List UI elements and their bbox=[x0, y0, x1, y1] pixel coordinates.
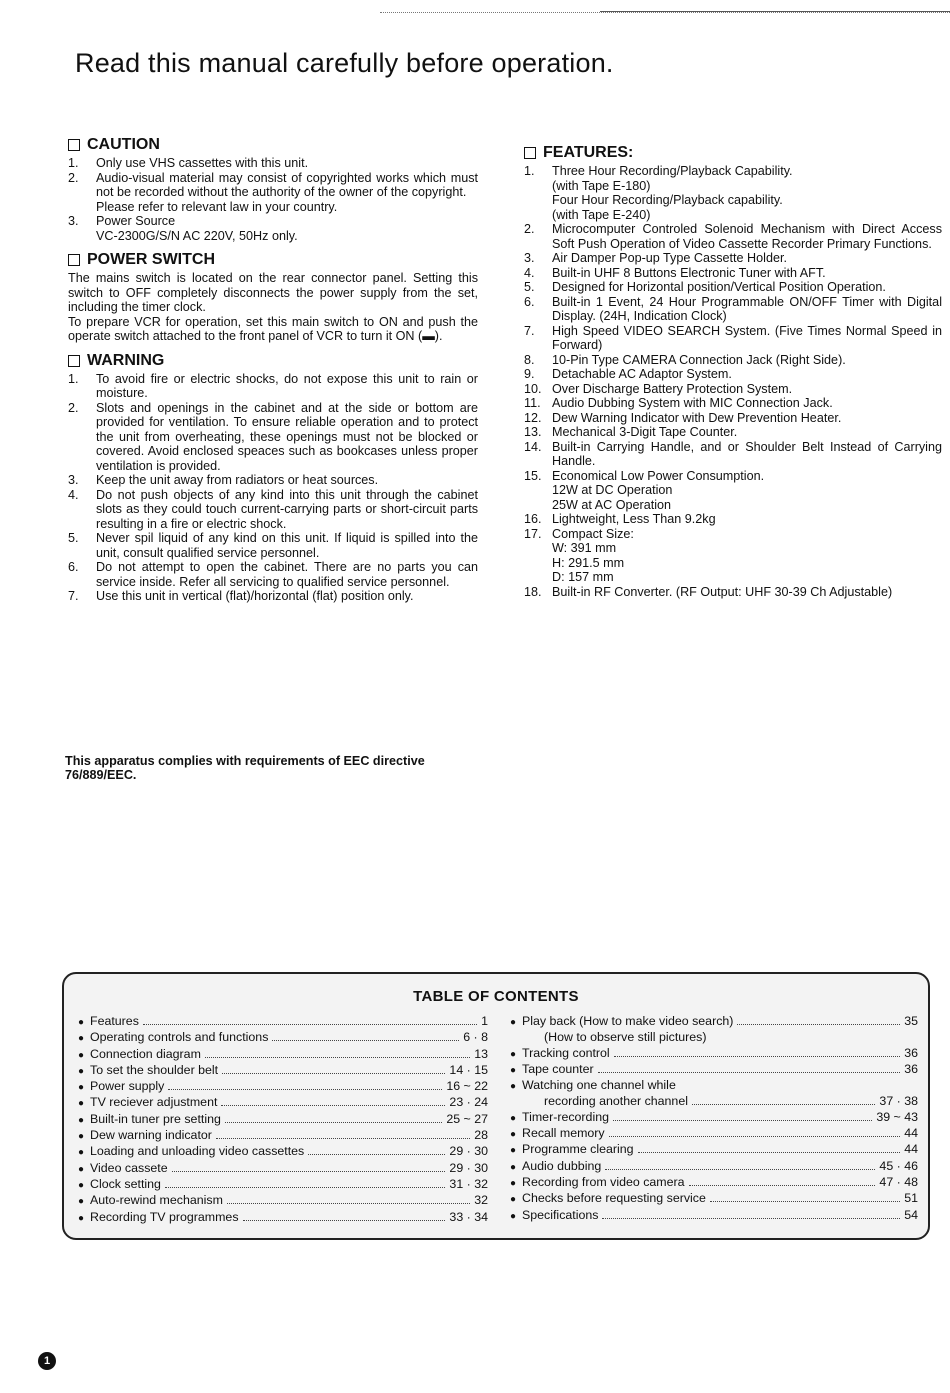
feature-item-text bbox=[552, 527, 942, 585]
list-item bbox=[524, 382, 942, 397]
feature-item-number: 11. bbox=[524, 396, 541, 410]
toc-entry bbox=[78, 1014, 488, 1030]
warning-item-text: To avoid fire or electric shocks, do not expose this unit to rain or moisture. bbox=[96, 371, 478, 400]
checkbox-square-icon bbox=[524, 147, 536, 159]
toc-entry bbox=[78, 1063, 488, 1079]
feature-item-line: High Speed VIDEO SEARCH System. (Five Times Normal Speed in Forward) bbox=[552, 323, 942, 352]
feature-item-line: Detachable AC Adaptor System. bbox=[552, 367, 732, 381]
left-column bbox=[68, 136, 478, 612]
toc-entry-label: Power supply bbox=[90, 1079, 165, 1094]
list-item bbox=[68, 156, 478, 171]
toc-entry bbox=[78, 1144, 488, 1160]
bullet-icon: ● bbox=[510, 1048, 517, 1060]
dot-leader bbox=[168, 1089, 442, 1090]
list-item bbox=[524, 411, 942, 426]
list-item bbox=[68, 214, 478, 243]
list-item bbox=[68, 488, 478, 532]
feature-item-text bbox=[552, 222, 942, 251]
toc-entry-label: Video cassete bbox=[90, 1160, 168, 1175]
toc-entry bbox=[78, 1193, 488, 1209]
dot-leader bbox=[222, 1073, 445, 1074]
dot-leader bbox=[614, 1056, 901, 1057]
list-item bbox=[68, 171, 478, 215]
caution-item-number: 1. bbox=[68, 156, 79, 170]
bullet-icon: ● bbox=[510, 1081, 517, 1093]
feature-item-number: 13. bbox=[524, 425, 542, 439]
feature-item-text bbox=[552, 367, 942, 382]
list-item bbox=[68, 473, 478, 488]
feature-item-line: Audio Dubbing System with MIC Connection Jack. bbox=[552, 396, 833, 410]
feature-item-line: (with Tape E-180) bbox=[552, 178, 651, 193]
toc-entry-page: 36 bbox=[904, 1045, 918, 1060]
toc-entry bbox=[78, 1177, 488, 1193]
feature-item-number: 17. bbox=[524, 526, 542, 541]
toc-entry-label: Watching one channel while bbox=[522, 1078, 676, 1093]
toc-entry-page: 23 · 24 bbox=[449, 1095, 488, 1110]
feature-item-text bbox=[552, 251, 942, 266]
toc-entry-label: Tape counter bbox=[522, 1061, 594, 1076]
bullet-icon: ● bbox=[510, 1177, 517, 1189]
power-switch-title bbox=[68, 251, 478, 269]
toc-entry bbox=[510, 1159, 918, 1175]
toc-entry-page: 28 bbox=[474, 1128, 488, 1143]
list-item bbox=[524, 396, 942, 411]
warning-title bbox=[68, 352, 478, 370]
caution-item-line: Audio-visual material may consist of copyrighted works which must not be recorded without the authority of the owner of the copyright. bbox=[96, 170, 478, 199]
page-number-badge: 1 bbox=[38, 1352, 56, 1370]
toc-entry-page: 16 ~ 22 bbox=[446, 1079, 488, 1094]
toc-entry-label: Specifications bbox=[522, 1207, 599, 1222]
feature-item-text bbox=[552, 469, 942, 513]
dot-leader bbox=[602, 1218, 900, 1219]
toc-entry-page: 29 · 30 bbox=[449, 1144, 488, 1159]
feature-item-line: Built-in UHF 8 Buttons Electronic Tuner with AFT. bbox=[552, 265, 826, 280]
toc-entry-label: Recording from video camera bbox=[522, 1174, 685, 1189]
toc-entry bbox=[78, 1210, 488, 1226]
list-item bbox=[524, 585, 942, 600]
feature-item-text bbox=[552, 440, 942, 469]
feature-item-line: D: 157 mm bbox=[552, 570, 614, 584]
toc-entry-label: TV reciever adjustment bbox=[90, 1095, 218, 1110]
bullet-icon: ● bbox=[510, 1064, 517, 1076]
toc-entry-page: 31 · 32 bbox=[449, 1176, 488, 1191]
bullet-icon: ● bbox=[78, 1212, 85, 1224]
caution-item-text bbox=[96, 171, 478, 215]
toc-entry bbox=[510, 1175, 918, 1191]
toc-title: TABLE OF CONTENTS bbox=[413, 988, 579, 1005]
bullet-icon: ● bbox=[78, 1065, 85, 1077]
toc-entry bbox=[510, 1062, 918, 1078]
toc-entry-page: 14 · 15 bbox=[449, 1062, 488, 1077]
toc-entry-label: Clock setting bbox=[90, 1176, 161, 1191]
caution-item-line: Please refer to relevant law in your country. bbox=[96, 199, 338, 214]
bullet-icon: ● bbox=[78, 1131, 85, 1143]
caution-item-line: Only use VHS cassettes with this unit. bbox=[96, 156, 309, 170]
warning-title-text: WARNING bbox=[87, 351, 165, 369]
bullet-icon: ● bbox=[78, 1196, 85, 1208]
list-item bbox=[524, 251, 942, 266]
toc-entry-label: Features bbox=[90, 1014, 139, 1028]
bullet-icon: ● bbox=[78, 1082, 85, 1094]
toc-entry-label: Recall memory bbox=[522, 1126, 605, 1141]
feature-item-line: 10-Pin Type CAMERA Connection Jack (Right Side). bbox=[552, 352, 846, 367]
warning-item-text: Do not push objects of any kind into this unit through the cabinet slots as they could touch current-carrying parts or short-circuit parts resulting in a fire or electric shock. bbox=[96, 487, 478, 531]
bullet-icon: ● bbox=[510, 1017, 517, 1028]
dot-leader bbox=[172, 1171, 446, 1172]
bullet-icon: ● bbox=[510, 1194, 517, 1206]
feature-item-number: 8. bbox=[524, 352, 535, 367]
feature-item-number: 5. bbox=[524, 280, 535, 294]
warning-item-number: 6. bbox=[68, 560, 79, 574]
toc-entry-label: Timer-recording bbox=[522, 1109, 609, 1124]
feature-item-number: 14. bbox=[524, 439, 542, 454]
list-item bbox=[524, 512, 942, 527]
list-item bbox=[524, 425, 942, 440]
feature-item-number: 6. bbox=[524, 294, 535, 309]
feature-item-line: Four Hour Recording/Playback capability. bbox=[552, 193, 783, 207]
feature-item-number: 3. bbox=[524, 251, 535, 265]
table-of-contents bbox=[62, 972, 930, 1240]
warning-item-text: Do not attempt to open the cabinet. There are no parts you can service inside. Refer all servicing to qualified service personnel. bbox=[96, 560, 478, 589]
bullet-icon: ● bbox=[78, 1049, 85, 1061]
bullet-icon: ● bbox=[510, 1161, 517, 1173]
dot-leader bbox=[205, 1057, 470, 1058]
dot-leader bbox=[243, 1220, 446, 1221]
toc-entry-label: Checks before requesting service bbox=[522, 1191, 706, 1206]
toc-entry-label: To set the shoulder belt bbox=[90, 1062, 219, 1077]
dot-leader bbox=[216, 1138, 470, 1139]
bullet-icon: ● bbox=[510, 1129, 517, 1141]
feature-item-number: 7. bbox=[524, 323, 535, 338]
list-item bbox=[524, 469, 942, 513]
toc-entry-page: 45 · 46 bbox=[879, 1158, 918, 1173]
bullet-icon: ● bbox=[510, 1145, 517, 1157]
toc-entry bbox=[510, 1208, 918, 1224]
dot-leader bbox=[225, 1122, 442, 1123]
feature-item-line: Air Damper Pop-up Type Cassette Holder. bbox=[552, 251, 787, 265]
power-switch-title-text: POWER SWITCH bbox=[87, 251, 215, 268]
dot-leader bbox=[692, 1104, 875, 1105]
warning-item-number: 1. bbox=[68, 371, 79, 386]
dot-leader bbox=[638, 1152, 901, 1153]
toc-entry-page: 35 bbox=[904, 1014, 918, 1028]
power-switch-paragraph: To prepare VCR for operation, set this main switch to ON and push the operate switch attached to the front panel of VCR to turn it ON (▬). bbox=[68, 314, 478, 343]
caution-item-text bbox=[96, 156, 478, 171]
bullet-icon: ● bbox=[78, 1033, 85, 1045]
feature-item-number: 12. bbox=[524, 410, 542, 425]
caution-title-text: CAUTION bbox=[87, 136, 160, 153]
toc-entry bbox=[78, 1161, 488, 1177]
toc-entry bbox=[78, 1079, 488, 1095]
power-switch-section bbox=[68, 251, 478, 344]
list-item bbox=[524, 324, 942, 353]
toc-entry-page: 37 · 38 bbox=[879, 1094, 918, 1109]
toc-left-column bbox=[78, 1014, 488, 1226]
caution-item-number: 3. bbox=[68, 214, 79, 228]
bullet-icon: ● bbox=[510, 1210, 517, 1222]
feature-item-text bbox=[552, 164, 942, 222]
list-item bbox=[524, 164, 942, 222]
feature-item-text bbox=[552, 396, 942, 411]
feature-item-number: 16. bbox=[524, 512, 542, 526]
caution-item-line: VC-2300G/S/N AC 220V, 50Hz only. bbox=[96, 228, 298, 243]
bullet-icon: ● bbox=[78, 1114, 85, 1126]
list-item bbox=[524, 527, 942, 585]
caution-item-line: Power Source bbox=[96, 214, 176, 228]
toc-entry bbox=[510, 1126, 918, 1142]
dot-leader bbox=[689, 1185, 876, 1186]
feature-item-text bbox=[552, 585, 942, 600]
dot-leader bbox=[605, 1169, 875, 1170]
toc-entry bbox=[510, 1078, 918, 1094]
bullet-icon: ● bbox=[78, 1179, 85, 1191]
toc-entry-page: 36 bbox=[904, 1061, 918, 1076]
feature-item-line: W: 391 mm bbox=[552, 541, 617, 555]
feature-item-text bbox=[552, 295, 942, 324]
toc-entry bbox=[510, 1014, 918, 1030]
feature-item-text bbox=[552, 324, 942, 353]
feature-item-line: Dew Warning Indicator with Dew Prevention Heater. bbox=[552, 410, 842, 425]
dot-leader bbox=[165, 1187, 445, 1188]
warning-list bbox=[68, 372, 478, 604]
list-item bbox=[524, 266, 942, 281]
caution-item-number: 2. bbox=[68, 170, 79, 185]
dot-leader bbox=[598, 1072, 901, 1073]
checkbox-square-icon bbox=[68, 139, 80, 151]
toc-entry bbox=[78, 1030, 488, 1046]
features-title-text: FEATURES: bbox=[543, 144, 634, 161]
toc-entry bbox=[78, 1095, 488, 1111]
checkbox-square-icon bbox=[68, 254, 80, 266]
feature-item-number: 4. bbox=[524, 265, 535, 280]
list-item bbox=[524, 295, 942, 324]
feature-item-line: Mechanical 3-Digit Tape Counter. bbox=[552, 425, 738, 439]
toc-entry-page: 44 bbox=[904, 1126, 918, 1141]
toc-entry-label: Programme clearing bbox=[522, 1142, 634, 1157]
feature-item-line: Lightweight, Less Than 9.2kg bbox=[552, 512, 716, 526]
toc-entry bbox=[510, 1110, 918, 1126]
list-item bbox=[68, 372, 478, 401]
toc-entry-page: 32 bbox=[474, 1193, 488, 1208]
feature-item-number: 2. bbox=[524, 222, 535, 236]
features-list bbox=[524, 164, 942, 599]
feature-item-line: Built-in 1 Event, 24 Hour Programmable ON/OFF Timer with Digital Display. (24H, Indication Clock) bbox=[552, 294, 942, 323]
feature-item-line: Designed for Horizontal position/Vertical Position Operation. bbox=[552, 280, 886, 294]
toc-entry-label: Operating controls and functions bbox=[90, 1030, 269, 1045]
toc-entry-label: Recording TV programmes bbox=[90, 1209, 239, 1224]
toc-entry-label: Audio dubbing bbox=[522, 1158, 602, 1173]
dot-leader bbox=[613, 1120, 872, 1121]
features-title bbox=[524, 144, 942, 162]
toc-entry-page: 6 · 8 bbox=[463, 1030, 488, 1045]
toc-entry bbox=[510, 1191, 918, 1207]
list-item bbox=[524, 353, 942, 368]
feature-item-line: Built-in RF Converter. (RF Output: UHF 30-39 Ch Adjustable) bbox=[552, 584, 893, 599]
list-item bbox=[524, 367, 942, 382]
bullet-icon: ● bbox=[78, 1098, 85, 1110]
feature-item-line: H: 291.5 mm bbox=[552, 555, 625, 570]
feature-item-line: (with Tape E-240) bbox=[552, 207, 651, 222]
list-item bbox=[524, 222, 942, 251]
dot-leader bbox=[710, 1201, 900, 1202]
dot-leader bbox=[609, 1136, 901, 1137]
toc-entry-page: 44 bbox=[904, 1142, 918, 1157]
feature-item-text bbox=[552, 266, 942, 281]
feature-item-text bbox=[552, 425, 942, 440]
warning-item-text: Slots and openings in the cabinet and at the side or bottom are provided for ventilation. To ensure reliable operation and to protect the unit from overheating, these openings must not be blocked or covered. Avoid enclosed speaces such as bookcases unless proper ventilation is provided. bbox=[96, 400, 478, 473]
bullet-icon: ● bbox=[78, 1017, 85, 1028]
feature-item-line: Over Discharge Battery Protection System. bbox=[552, 381, 793, 396]
toc-entry-label: Tracking control bbox=[522, 1045, 610, 1060]
caution-title bbox=[68, 136, 478, 154]
page-title: Read this manual carefully before operation. bbox=[75, 48, 614, 78]
feature-item-line: Three Hour Recording/Playback Capability. bbox=[552, 164, 793, 178]
feature-item-number: 10. bbox=[524, 381, 542, 396]
warning-section bbox=[68, 352, 478, 604]
toc-entry-page: 33 · 34 bbox=[449, 1209, 488, 1224]
toc-entry-page: 13 bbox=[474, 1046, 488, 1061]
features-section bbox=[524, 144, 942, 599]
toc-entry bbox=[510, 1142, 918, 1158]
toc-entry-page: 1 bbox=[481, 1014, 488, 1028]
list-item bbox=[524, 440, 942, 469]
feature-item-number: 15. bbox=[524, 468, 542, 483]
feature-item-line: Economical Low Power Consumption. bbox=[552, 468, 765, 483]
warning-item-number: 3. bbox=[68, 473, 79, 487]
dot-leader bbox=[227, 1203, 470, 1204]
toc-entry-page: 51 bbox=[904, 1191, 918, 1206]
list-item bbox=[524, 280, 942, 295]
toc-entry bbox=[78, 1128, 488, 1144]
feature-item-line: Microcomputer Controled Solenoid Mechanism with Direct Access Soft Push Operation of Video Cassette Recorder Primary Functions. bbox=[552, 222, 942, 251]
toc-entry-page: 29 · 30 bbox=[449, 1160, 488, 1175]
feature-item-text bbox=[552, 411, 942, 426]
feature-item-line: Compact Size: bbox=[552, 526, 634, 541]
feature-item-number: 18. bbox=[524, 584, 542, 599]
warning-item-number: 2. bbox=[68, 400, 79, 415]
warning-item-number: 4. bbox=[68, 487, 79, 502]
caution-list bbox=[68, 156, 478, 243]
feature-item-line: Built-in Carrying Handle, and or Shoulder Belt Instead of Carrying Handle. bbox=[552, 439, 942, 468]
toc-entry bbox=[510, 1046, 918, 1062]
bullet-icon: ● bbox=[510, 1112, 517, 1124]
toc-entry bbox=[78, 1047, 488, 1063]
toc-right-column bbox=[510, 1014, 918, 1224]
list-item bbox=[68, 560, 478, 589]
feature-item-line: 25W at AC Operation bbox=[552, 497, 672, 512]
list-item bbox=[68, 589, 478, 604]
warning-item-number: 5. bbox=[68, 531, 79, 545]
warning-item-number: 7. bbox=[68, 589, 79, 603]
feature-item-text bbox=[552, 512, 942, 527]
toc-entry bbox=[78, 1112, 488, 1128]
toc-entry-page: 54 bbox=[904, 1207, 918, 1222]
toc-entry-page: 47 · 48 bbox=[879, 1174, 918, 1189]
toc-entry-label: recording another channel bbox=[544, 1094, 688, 1109]
list-item bbox=[68, 531, 478, 560]
toc-entry-label: Dew warning indicator bbox=[90, 1128, 212, 1143]
list-item bbox=[68, 401, 478, 474]
power-switch-paragraph: The mains switch is located on the rear connector panel. Setting this switch to OFF completely disconnects the power supply from the set, including the timer clock. bbox=[68, 271, 478, 314]
feature-item-text bbox=[552, 382, 942, 397]
bullet-icon: ● bbox=[78, 1163, 85, 1175]
warning-item-text: Use this unit in vertical (flat)/horizontal (flat) position only. bbox=[96, 589, 414, 603]
dot-leader bbox=[737, 1024, 900, 1025]
checkbox-square-icon bbox=[68, 355, 80, 367]
toc-entry-continuation: (How to observe still pictures) bbox=[544, 1030, 707, 1045]
caution-section bbox=[68, 136, 478, 243]
warning-item-text: Never spil liquid of any kind on this unit. If liquid is spilled into the unit, consult qualified service personnel. bbox=[96, 531, 478, 560]
toc-entry-label: Loading and unloading video cassettes bbox=[90, 1144, 305, 1159]
dot-leader bbox=[308, 1154, 445, 1155]
feature-item-number: 1. bbox=[524, 164, 535, 178]
toc-entry bbox=[510, 1094, 918, 1109]
dot-leader bbox=[143, 1024, 477, 1025]
bullet-icon: ● bbox=[78, 1147, 85, 1159]
dot-leader bbox=[221, 1105, 445, 1106]
toc-entry-page: 39 ~ 43 bbox=[876, 1109, 918, 1124]
warning-item-text: Keep the unit away from radiators or heat sources. bbox=[96, 473, 379, 487]
toc-entry-label: Connection diagram bbox=[90, 1046, 201, 1061]
caution-item-text bbox=[96, 214, 478, 243]
right-column bbox=[524, 144, 942, 607]
toc-entry-label: Auto-rewind mechanism bbox=[90, 1193, 223, 1208]
feature-item-text bbox=[552, 280, 942, 295]
toc-entry-label: Built-in tuner pre setting bbox=[90, 1111, 221, 1126]
toc-entry-label: Play back (How to make video search) bbox=[522, 1014, 734, 1028]
dot-leader bbox=[272, 1040, 459, 1041]
feature-item-text bbox=[552, 353, 942, 368]
toc-entry-page: 25 ~ 27 bbox=[446, 1111, 488, 1126]
feature-item-number: 9. bbox=[524, 367, 535, 381]
feature-item-line: 12W at DC Operation bbox=[552, 483, 673, 497]
eec-compliance-note: This apparatus complies with requirements of EEC directive 76/889/EEC. bbox=[65, 754, 425, 782]
